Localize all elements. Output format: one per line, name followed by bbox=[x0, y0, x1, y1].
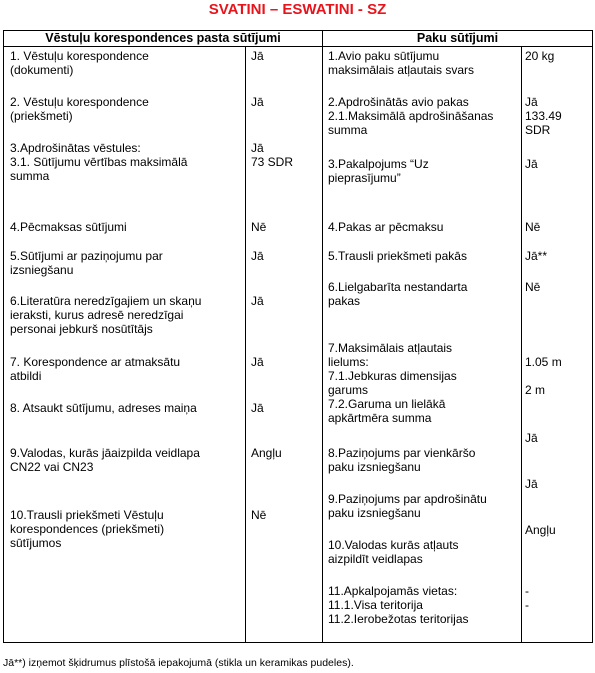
left-row-5-value: Jā bbox=[251, 249, 264, 263]
table-border-bottom bbox=[3, 642, 593, 643]
left-row-5-label: 5.Sūtījumi ar paziņojumu par izsniegšanu bbox=[10, 249, 163, 277]
right-row-11-label: 11.Apkalpojamās vietas: 11.1.Visa teritorija 11.2.Ierobežotas teritorijas bbox=[328, 584, 469, 626]
left-row-10-label: 10.Trausli priekšmeti Vēstuļu korespondences (priekšmeti) sūtījumos bbox=[10, 508, 165, 550]
right-row-11-value: - - bbox=[525, 584, 529, 612]
right-row-3-label: 3.Pakalpojums “Uz pieprasījumu” bbox=[328, 157, 429, 185]
left-row-2-value: Jā bbox=[251, 95, 264, 109]
column-divider bbox=[322, 30, 323, 643]
left-row-3-value: Jā 73 SDR bbox=[251, 141, 294, 169]
footnote: Jā**) izņemot šķidrumus plīstošā iepakojumā (stikla un keramikas pudeles). bbox=[3, 657, 354, 669]
right-row-8-value: Jā bbox=[525, 431, 538, 445]
left-row-6-value: Jā bbox=[251, 294, 264, 308]
right-row-9-label: 9.Paziņojums par apdrošinātu paku izsniegšanu bbox=[328, 492, 487, 520]
left-row-9-value: Angļu bbox=[251, 446, 282, 460]
right-row-5-value: Jā** bbox=[525, 249, 548, 263]
right-row-6-value: Nē bbox=[525, 280, 541, 294]
table-border-right bbox=[592, 30, 593, 643]
right-row-2-label: 2.Apdrošinātās avio pakas 2.1.Maksimālā apdrošināšanas summa bbox=[328, 95, 494, 137]
right-row-9-value: Jā bbox=[525, 477, 538, 491]
left-row-4-value: Nē bbox=[251, 220, 267, 234]
left-row-6-label: 6.Literatūra neredzīgajiem un skaņu ieraksti, kurus adresē neredzīgai personai jebkurš nosūtītājs bbox=[10, 294, 202, 336]
left-row-4-label: 4.Pēcmaksas sūtījumi bbox=[10, 220, 127, 234]
left-column-header: Vēstuļu korespondences pasta sūtījumi bbox=[45, 31, 281, 45]
left-row-1-value: Jā bbox=[251, 49, 264, 63]
right-row-4-label: 4.Pakas ar pēcmaksu bbox=[328, 220, 444, 234]
right-row-10-label: 10.Valodas kurās atļauts aizpildīt veidlapas bbox=[328, 538, 459, 566]
right-row-3-value: Jā bbox=[525, 157, 538, 171]
left-row-9-label: 9.Valodas, kurās jāaizpilda veidlapa CN22 vai CN23 bbox=[10, 446, 200, 474]
right-row-4-value: Nē bbox=[525, 220, 541, 234]
table-border-left bbox=[3, 30, 4, 643]
left-row-7-label: 7. Korespondence ar atmaksātu atbildi bbox=[10, 355, 181, 383]
right-row-1-value: 20 kg bbox=[525, 49, 555, 63]
right-row-10-value: Angļu bbox=[525, 523, 556, 537]
right-row-5-label: 5.Trausli priekšmeti pakās bbox=[328, 249, 467, 263]
left-row-8-value: Jā bbox=[251, 401, 264, 415]
right-column-header: Paku sūtījumi bbox=[416, 31, 499, 45]
table-header-divider bbox=[3, 46, 593, 47]
right-row-2-value: Jā 133.49 SDR bbox=[525, 95, 562, 137]
left-row-3-label: 3.Apdrošinātas vēstules: 3.1. Sūtījumu vērtības maksimālā summa bbox=[10, 141, 188, 183]
right-row-7-value: 1.05 m 2 m bbox=[525, 355, 562, 397]
right-row-7-label: 7.Maksimālais atļautais lielums: 7.1.Jebkuras dimensijas garums 7.2.Garuma un lielākā apkārtmēra summa bbox=[328, 341, 457, 425]
right-row-6-label: 6.Lielgabarīta nestandarta pakas bbox=[328, 280, 468, 308]
left-row-8-label: 8. Atsaukt sūtījumu, adreses maiņa bbox=[10, 401, 197, 415]
right-value-divider bbox=[521, 46, 522, 643]
left-row-10-value: Nē bbox=[251, 508, 267, 522]
left-row-2-label: 2. Vēstuļu korespondence (priekšmeti) bbox=[10, 95, 149, 123]
left-row-7-value: Jā bbox=[251, 355, 264, 369]
right-row-1-label: 1.Avio paku sūtījumu maksimālais atļautais svars bbox=[328, 49, 475, 77]
left-value-divider bbox=[245, 46, 246, 643]
left-row-1-label: 1. Vēstuļu korespondence (dokumenti) bbox=[10, 49, 149, 77]
page-title: SVATINI – ESWATINI - SZ bbox=[208, 1, 387, 18]
right-row-8-label: 8.Paziņojums par vienkāršo paku izsniegšanu bbox=[328, 446, 476, 474]
